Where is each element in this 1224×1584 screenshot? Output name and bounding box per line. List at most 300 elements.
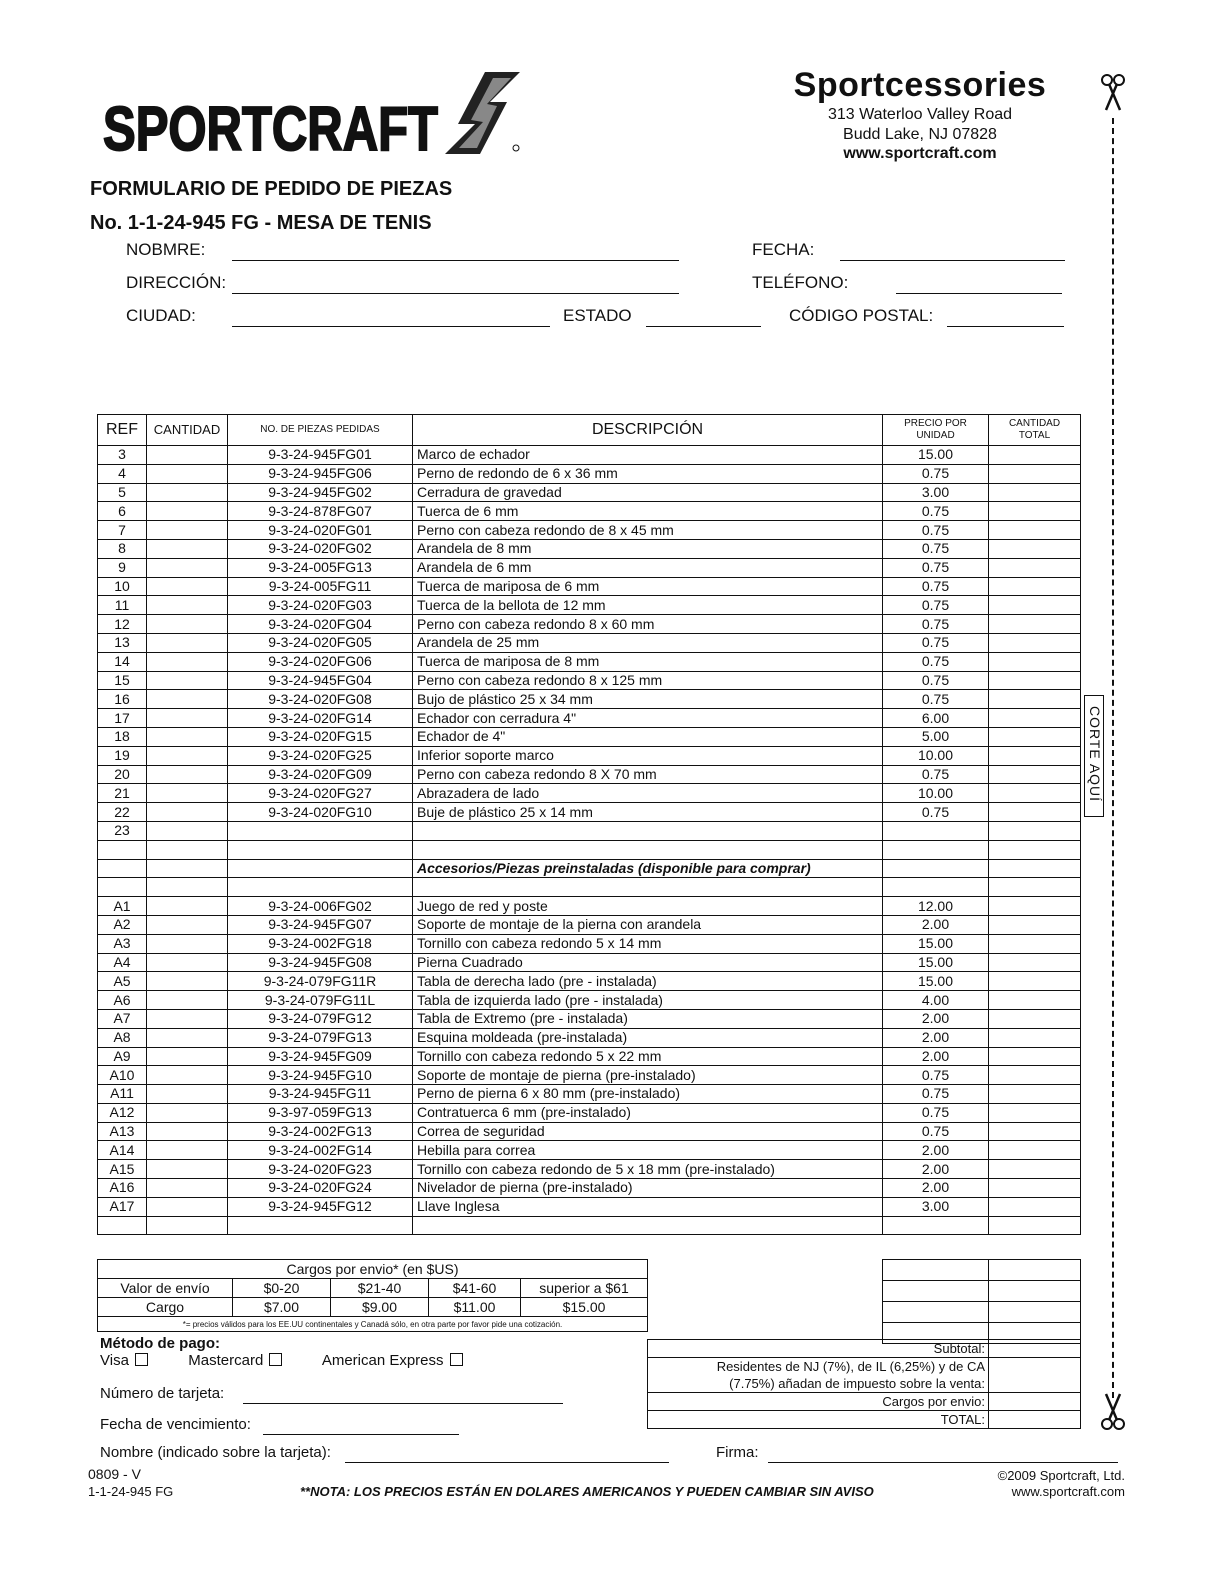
table-row [98, 502, 1081, 521]
cantidad-cell[interactable] [147, 1066, 228, 1085]
table-row [98, 464, 1081, 483]
card-number-field[interactable] [243, 1385, 563, 1404]
table-row [98, 1197, 1081, 1216]
tax-field[interactable] [989, 1358, 1081, 1393]
table-row [98, 915, 1081, 934]
ref-cell: A12 [98, 1103, 147, 1122]
ciudad-field[interactable] [232, 308, 550, 327]
ref-cell: 5 [98, 483, 147, 502]
total-cell[interactable] [989, 765, 1081, 784]
table-row [98, 803, 1081, 822]
part-number-cell: 9-3-24-945FG06 [228, 464, 413, 483]
cantidad-cell[interactable] [147, 1028, 228, 1047]
unit-price-cell: 0.75 [883, 1085, 989, 1104]
blank-total-cell[interactable] [989, 1302, 1081, 1323]
table-row [98, 878, 1081, 897]
total-cell[interactable] [989, 1197, 1081, 1216]
ref-cell: 4 [98, 464, 147, 483]
ref-cell: A7 [98, 1009, 147, 1028]
total-cell[interactable] [989, 671, 1081, 690]
cantidad-cell[interactable] [147, 1122, 228, 1141]
table-row [98, 727, 1081, 746]
ref-cell: A1 [98, 897, 147, 916]
part-number-cell: 9-3-24-002FG13 [228, 1122, 413, 1141]
cantidad-cell[interactable] [147, 502, 228, 521]
total-cell[interactable] [989, 784, 1081, 803]
parts-header-row [98, 415, 1081, 446]
description-cell: Tornillo con cabeza redondo 5 x 22 mm [413, 1047, 883, 1066]
table-row [98, 671, 1081, 690]
description-cell [413, 878, 883, 897]
unit-price-cell: 0.75 [883, 615, 989, 634]
description-cell: Perno con cabeza redondo 8 x 125 mm [413, 671, 883, 690]
part-number-cell: 9-3-24-020FG01 [228, 521, 413, 540]
ref-cell: A13 [98, 1122, 147, 1141]
shipping-table [97, 1259, 648, 1332]
total-cell[interactable] [989, 1216, 1081, 1235]
codigo-postal-field[interactable] [947, 308, 1064, 327]
part-number-cell: 9-3-24-020FG05 [228, 633, 413, 652]
part-number-cell: 9-3-24-020FG02 [228, 539, 413, 558]
part-number-cell [228, 821, 413, 840]
part-number-cell: 9-3-24-945FG02 [228, 483, 413, 502]
cantidad-cell[interactable] [147, 840, 228, 859]
ref-cell: 6 [98, 502, 147, 521]
ref-cell: 23 [98, 821, 147, 840]
part-number-cell: 9-3-24-020FG06 [228, 652, 413, 671]
description-cell: Llave Inglesa [413, 1197, 883, 1216]
cantidad-cell[interactable] [147, 690, 228, 709]
total-cell[interactable] [989, 558, 1081, 577]
description-cell: Tornillo con cabeza redondo de 5 x 18 mm (pre-instalado) [413, 1160, 883, 1179]
cantidad-cell[interactable] [147, 671, 228, 690]
nombre-label: NOBMRE: [126, 240, 206, 259]
ref-cell: A16 [98, 1179, 147, 1198]
sportcraft-logo [103, 92, 443, 162]
blank-cell [989, 859, 1081, 878]
blank-cell [228, 859, 413, 878]
part-number-cell: 9-3-24-020FG25 [228, 746, 413, 765]
total-cell[interactable] [989, 746, 1081, 765]
scissors-icon [1098, 72, 1128, 112]
shipping-total-field[interactable] [989, 1393, 1081, 1411]
description-cell: Perno de redondo de 6 x 36 mm [413, 464, 883, 483]
part-number-cell: 9-3-24-945FG07 [228, 915, 413, 934]
cantidad-cell[interactable] [147, 615, 228, 634]
card-number-label: Número de tarjeta: [100, 1385, 225, 1402]
total-cell[interactable] [989, 483, 1081, 502]
unit-price-cell: 15.00 [883, 934, 989, 953]
unit-price-cell: 0.75 [883, 1103, 989, 1122]
description-cell: Pierna Cuadrado [413, 953, 883, 972]
description-cell: Arandela de 8 mm [413, 539, 883, 558]
ref-cell [98, 840, 147, 859]
sportcraft-s-logo-icon [445, 72, 520, 154]
description-cell: Tornillo con cabeza redondo 5 x 14 mm [413, 934, 883, 953]
unit-price-cell: 3.00 [883, 1197, 989, 1216]
total-cell[interactable] [989, 803, 1081, 822]
description-cell: Juego de red y poste [413, 897, 883, 916]
cantidad-cell[interactable] [147, 1009, 228, 1028]
ref-cell: A4 [98, 953, 147, 972]
unit-price-cell: 0.75 [883, 803, 989, 822]
total-cell[interactable] [989, 539, 1081, 558]
table-row [98, 709, 1081, 728]
description-cell: Buje de plástico 25 x 14 mm [413, 803, 883, 822]
cantidad-cell[interactable] [147, 709, 228, 728]
cantidad-cell[interactable] [147, 878, 228, 897]
part-number-cell [228, 840, 413, 859]
part-number-cell: 9-3-24-020FG24 [228, 1179, 413, 1198]
unit-price-cell: 10.00 [883, 746, 989, 765]
total-cell[interactable] [989, 727, 1081, 746]
total-cell[interactable] [989, 709, 1081, 728]
cantidad-cell[interactable] [147, 915, 228, 934]
total-cell[interactable] [989, 502, 1081, 521]
shipping-range: $21-40 [331, 1279, 429, 1298]
parts-table [97, 414, 1081, 1235]
expiry-field[interactable] [263, 1416, 459, 1435]
telefono-field[interactable] [896, 275, 1062, 294]
total-cell[interactable] [989, 1160, 1081, 1179]
table-row [98, 1009, 1081, 1028]
unit-price-cell: 0.75 [883, 502, 989, 521]
part-number-cell [228, 878, 413, 897]
direccion-field[interactable] [232, 275, 679, 294]
cantidad-cell[interactable] [147, 727, 228, 746]
description-cell: Abrazadera de lado [413, 784, 883, 803]
ref-cell: 20 [98, 765, 147, 784]
shipping-charge-label: Cargo [98, 1298, 233, 1317]
cantidad-cell[interactable] [147, 746, 228, 765]
signature-label: Firma: [716, 1444, 759, 1461]
part-number-cell: 9-3-24-020FG27 [228, 784, 413, 803]
cantidad-cell[interactable] [147, 1141, 228, 1160]
cantidad-cell[interactable] [147, 784, 228, 803]
description-cell: Echador de 4" [413, 727, 883, 746]
table-row [98, 446, 1081, 465]
estado-label: ESTADO [563, 306, 632, 325]
part-number-cell: 9-3-24-002FG14 [228, 1141, 413, 1160]
cantidad-cell[interactable] [147, 821, 228, 840]
shipping-charge: $15.00 [521, 1298, 648, 1317]
svg-text:SPORTCRAFT: SPORTCRAFT [103, 95, 439, 164]
description-cell: Echador con cerradura 4" [413, 709, 883, 728]
total-cell[interactable] [989, 615, 1081, 634]
payment-method-title: Método de pago: [100, 1335, 220, 1352]
form-subtitle: No. 1-1-24-945 FG - MESA DE TENIS [90, 212, 432, 234]
table-row [98, 1141, 1081, 1160]
ref-cell: A6 [98, 991, 147, 1010]
ref-cell: 13 [98, 633, 147, 652]
unit-price-cell: 15.00 [883, 972, 989, 991]
subtotal-field[interactable] [989, 1340, 1081, 1358]
total-cell[interactable] [989, 633, 1081, 652]
unit-price-cell: 15.00 [883, 953, 989, 972]
unit-price-cell: 2.00 [883, 915, 989, 934]
description-cell: Perno con cabeza redondo 8 X 70 mm [413, 765, 883, 784]
blank-cell [98, 859, 147, 878]
description-cell: Tabla de Extremo (pre - instalada) [413, 1009, 883, 1028]
total-cell[interactable] [989, 953, 1081, 972]
cantidad-cell[interactable] [147, 1047, 228, 1066]
description-cell: Marco de echador [413, 446, 883, 465]
total-cell[interactable] [989, 652, 1081, 671]
cantidad-cell[interactable] [147, 1160, 228, 1179]
shipping-value-label: Valor de envío [98, 1279, 233, 1298]
shipping-charge: $9.00 [331, 1298, 429, 1317]
ref-cell: A2 [98, 915, 147, 934]
ref-cell: 14 [98, 652, 147, 671]
shipping-side-cells [882, 1259, 1081, 1344]
totals-table [647, 1339, 1081, 1429]
table-row [98, 1160, 1081, 1179]
ref-cell: A10 [98, 1066, 147, 1085]
total-cell[interactable] [989, 934, 1081, 953]
cantidad-cell[interactable] [147, 446, 228, 465]
table-row [98, 1216, 1081, 1235]
header-descripcion: DESCRIPCIÓN [413, 415, 883, 446]
unit-price-cell: 4.00 [883, 991, 989, 1010]
blank-cell [883, 859, 989, 878]
unit-price-cell [883, 1216, 989, 1235]
fecha-field[interactable] [840, 242, 1065, 261]
part-number-cell: 9-3-24-020FG08 [228, 690, 413, 709]
header-cantidad: CANTIDAD [147, 415, 228, 446]
ciudad-label: CIUDAD: [126, 306, 196, 325]
subtotal-label: Subtotal: [648, 1340, 989, 1358]
total-cell[interactable] [989, 878, 1081, 897]
total-cell[interactable] [989, 1047, 1081, 1066]
total-cell[interactable] [989, 1085, 1081, 1104]
part-number-cell [228, 1216, 413, 1235]
total-cell[interactable] [989, 577, 1081, 596]
table-row [98, 1103, 1081, 1122]
cantidad-cell[interactable] [147, 1179, 228, 1198]
description-cell: Tuerca de 6 mm [413, 502, 883, 521]
total-cell[interactable] [989, 972, 1081, 991]
description-cell: Perno de pierna 6 x 80 mm (pre-instalado) [413, 1085, 883, 1104]
direccion-label: DIRECCIÓN: [126, 273, 227, 292]
part-number-cell: 9-3-24-079FG11L [228, 991, 413, 1010]
fecha-label: FECHA: [752, 240, 815, 259]
cantidad-cell[interactable] [147, 934, 228, 953]
ref-cell: A15 [98, 1160, 147, 1179]
total-cell[interactable] [989, 596, 1081, 615]
unit-price-cell: 0.75 [883, 558, 989, 577]
part-number-cell: 9-3-24-945FG11 [228, 1085, 413, 1104]
company-name: Sportcessories [793, 66, 1047, 104]
visa-label: Visa [100, 1352, 129, 1369]
table-row [98, 991, 1081, 1010]
cantidad-cell[interactable] [147, 803, 228, 822]
description-cell: Tuerca de mariposa de 8 mm [413, 652, 883, 671]
total-field[interactable] [989, 1411, 1081, 1429]
table-row [98, 821, 1081, 840]
unit-price-cell: 0.75 [883, 690, 989, 709]
cardholder-name-field[interactable] [345, 1444, 669, 1463]
total-cell[interactable] [989, 1028, 1081, 1047]
cantidad-cell[interactable] [147, 953, 228, 972]
cantidad-cell[interactable] [147, 765, 228, 784]
cantidad-cell[interactable] [147, 1085, 228, 1104]
ref-cell: A11 [98, 1085, 147, 1104]
description-cell: Tuerca de mariposa de 6 mm [413, 577, 883, 596]
total-cell[interactable] [989, 915, 1081, 934]
ref-cell: A9 [98, 1047, 147, 1066]
description-cell [413, 840, 883, 859]
unit-price-cell: 6.00 [883, 709, 989, 728]
part-number-cell: 9-3-24-079FG11R [228, 972, 413, 991]
ref-cell: 21 [98, 784, 147, 803]
shipping-charge-total-label: Cargos por envio: [648, 1393, 989, 1411]
cantidad-cell[interactable] [147, 596, 228, 615]
ref-cell: 7 [98, 521, 147, 540]
cantidad-cell[interactable] [147, 558, 228, 577]
total-cell[interactable] [989, 1103, 1081, 1122]
description-cell: Bujo de plástico 25 x 34 mm [413, 690, 883, 709]
cantidad-cell[interactable] [147, 633, 228, 652]
part-number-cell: 9-3-24-945FG08 [228, 953, 413, 972]
total-cell[interactable] [989, 897, 1081, 916]
total-cell[interactable] [989, 446, 1081, 465]
total-cell[interactable] [989, 521, 1081, 540]
table-row [98, 897, 1081, 916]
total-cell[interactable] [989, 821, 1081, 840]
description-cell: Esquina moldeada (pre-instalada) [413, 1028, 883, 1047]
total-label: TOTAL: [648, 1411, 989, 1429]
shipping-note: *= precios válidos para los EE.UU continentales y Canadá sólo, en otra parte por favor pide una cotización. [98, 1317, 648, 1332]
accessories-heading: Accesorios/Piezas preinstaladas (disponible para comprar) [413, 859, 883, 878]
ref-cell: 10 [98, 577, 147, 596]
description-cell: Inferior soporte marco [413, 746, 883, 765]
visa-checkbox[interactable] [135, 1353, 148, 1366]
cantidad-cell[interactable] [147, 483, 228, 502]
address-line2: Budd Lake, NJ 07828 [843, 126, 997, 143]
cantidad-cell[interactable] [147, 539, 228, 558]
signature-field[interactable] [768, 1444, 1118, 1463]
description-cell [413, 1216, 883, 1235]
part-number-cell: 9-3-24-020FG03 [228, 596, 413, 615]
table-row [98, 1122, 1081, 1141]
table-row [98, 1066, 1081, 1085]
unit-price-cell: 2.00 [883, 1179, 989, 1198]
blank-cell [147, 859, 228, 878]
telefono-label: TELÉFONO: [752, 273, 849, 292]
total-cell[interactable] [989, 1122, 1081, 1141]
description-cell: Arandela de 25 mm [413, 633, 883, 652]
unit-price-cell: 0.75 [883, 521, 989, 540]
cantidad-cell[interactable] [147, 1216, 228, 1235]
total-cell[interactable] [989, 1066, 1081, 1085]
total-cell[interactable] [989, 1009, 1081, 1028]
table-row [98, 784, 1081, 803]
price-note: **NOTA: LOS PRECIOS ESTÁN EN DOLARES AMERICANOS Y PUEDEN CAMBIAR SIN AVISO [300, 1484, 874, 1499]
part-number-cell: 9-3-24-020FG10 [228, 803, 413, 822]
ref-cell: A5 [98, 972, 147, 991]
unit-price-cell [883, 840, 989, 859]
part-number-cell: 9-3-24-020FG09 [228, 765, 413, 784]
cantidad-cell[interactable] [147, 897, 228, 916]
cantidad-cell[interactable] [147, 464, 228, 483]
ref-cell: 18 [98, 727, 147, 746]
description-cell: Soporte de montaje de la pierna con arandela [413, 915, 883, 934]
amex-label: American Express [321, 1352, 444, 1369]
total-cell[interactable] [989, 991, 1081, 1010]
description-cell: Soporte de montaje de pierna (pre-instalado) [413, 1066, 883, 1085]
cantidad-cell[interactable] [147, 972, 228, 991]
ref-cell: 11 [98, 596, 147, 615]
blank-total-cell[interactable] [989, 1260, 1081, 1281]
unit-price-cell: 0.75 [883, 596, 989, 615]
header-piezas: NO. DE PIEZAS PEDIDAS [228, 415, 413, 446]
shipping-charge: $11.00 [429, 1298, 521, 1317]
table-row [98, 746, 1081, 765]
part-number-cell: 9-3-24-079FG12 [228, 1009, 413, 1028]
ref-cell: A3 [98, 934, 147, 953]
scissors-icon-bottom [1098, 1392, 1128, 1432]
unit-price-cell: 0.75 [883, 633, 989, 652]
part-number-cell: 9-3-24-878FG07 [228, 502, 413, 521]
part-number-cell: 9-3-24-005FG13 [228, 558, 413, 577]
total-cell[interactable] [989, 840, 1081, 859]
unit-price-cell [883, 878, 989, 897]
unit-price-cell: 2.00 [883, 1009, 989, 1028]
header-ref: REF [98, 415, 147, 446]
total-cell[interactable] [989, 1179, 1081, 1198]
ref-cell: A8 [98, 1028, 147, 1047]
table-row [98, 633, 1081, 652]
part-number-cell: 9-3-97-059FG13 [228, 1103, 413, 1122]
cantidad-cell[interactable] [147, 521, 228, 540]
company-website: www.sportcraft.com [843, 145, 997, 162]
unit-price-cell: 0.75 [883, 671, 989, 690]
estado-field[interactable] [646, 308, 761, 327]
total-cell[interactable] [989, 464, 1081, 483]
unit-price-cell: 2.00 [883, 1028, 989, 1047]
part-number-cell: 9-3-24-079FG13 [228, 1028, 413, 1047]
table-row [98, 558, 1081, 577]
table-row [98, 539, 1081, 558]
amex-checkbox[interactable] [450, 1353, 463, 1366]
total-cell[interactable] [989, 690, 1081, 709]
table-row [98, 765, 1081, 784]
table-row [98, 953, 1081, 972]
cantidad-cell[interactable] [147, 1197, 228, 1216]
unit-price-cell: 5.00 [883, 727, 989, 746]
ref-cell: 9 [98, 558, 147, 577]
cantidad-cell[interactable] [147, 991, 228, 1010]
cantidad-cell[interactable] [147, 577, 228, 596]
description-cell: Tabla de izquierda lado (pre - instalada) [413, 991, 883, 1010]
cantidad-cell[interactable] [147, 1103, 228, 1122]
tax-label [648, 1358, 989, 1393]
table-row [98, 690, 1081, 709]
part-number-cell: 9-3-24-945FG12 [228, 1197, 413, 1216]
nombre-field[interactable] [232, 242, 679, 261]
footer-website: www.sportcraft.com [1011, 1484, 1125, 1499]
mastercard-checkbox[interactable] [269, 1353, 282, 1366]
cantidad-cell[interactable] [147, 652, 228, 671]
codigo-postal-label: CÓDIGO POSTAL: [789, 306, 934, 325]
description-cell: Perno con cabeza redondo 8 x 60 mm [413, 615, 883, 634]
ref-cell [98, 878, 147, 897]
unit-price-cell: 2.00 [883, 1047, 989, 1066]
total-cell[interactable] [989, 1141, 1081, 1160]
unit-price-cell: 10.00 [883, 784, 989, 803]
part-number-cell: 9-3-24-945FG09 [228, 1047, 413, 1066]
blank-total-cell[interactable] [989, 1281, 1081, 1302]
